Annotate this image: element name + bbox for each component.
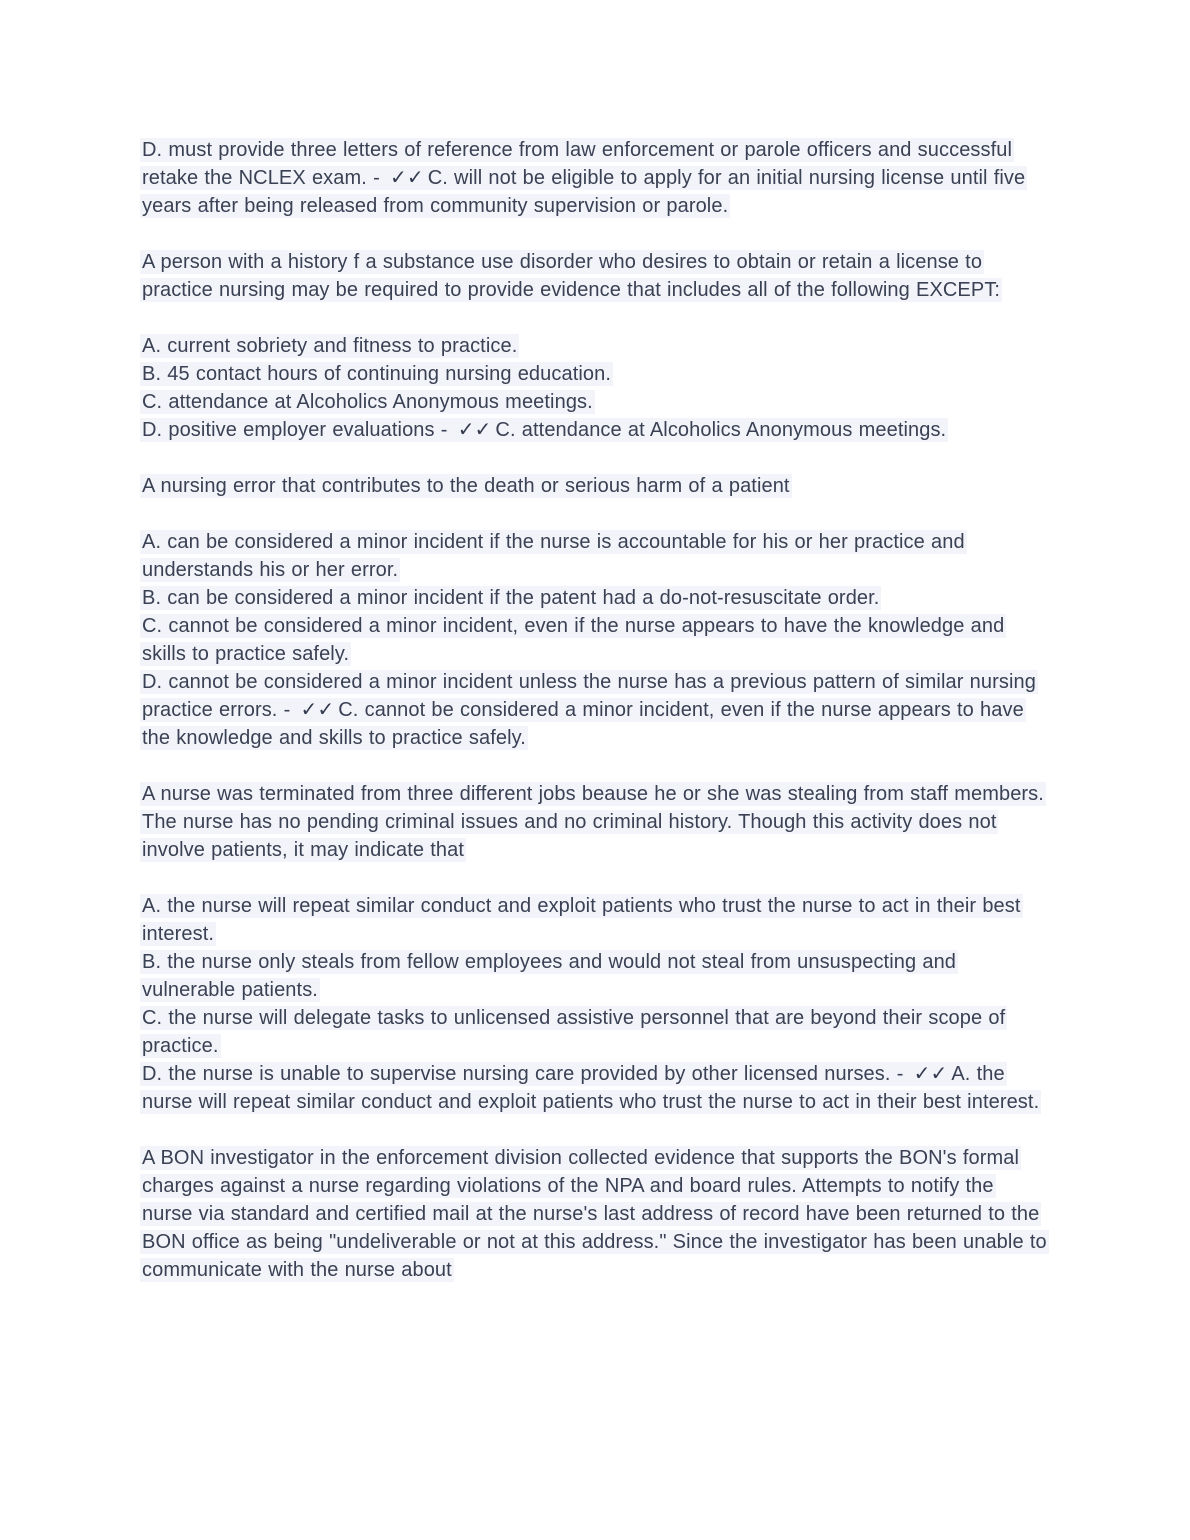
paragraph [140, 612, 1048, 668]
text-run: B. can be considered a minor incident if the patent had a do-not-resuscitate order. [142, 587, 880, 609]
double-checkmark-icon: ✓✓ [300, 699, 335, 721]
double-checkmark-icon: ✓✓ [913, 1063, 948, 1085]
text-run: C. will not be eligible to apply for an initial nursing license until five years after being released from community supervision or parole. [142, 167, 1026, 217]
text-run: D. the nurse is unable to supervise nursing care provided by other licensed nurses. - [142, 1063, 910, 1085]
paragraph [140, 892, 1048, 948]
text-run: A. current sobriety and fitness to practice. [142, 335, 518, 357]
paragraph [140, 948, 1048, 1004]
text-run: A BON investigator in the enforcement division collected evidence that supports the BON's formal charges against a nurse regarding violations of the NPA and board rules. Attempts to notify the nurse via standard and certified mail at the nurse's last address of record have been returned to the BON office as being "undeliverable or not at this address." Since the investigator has been unable to communicate with the nurse about [142, 1147, 1047, 1281]
paragraph [140, 332, 1048, 360]
double-checkmark-icon: ✓✓ [457, 419, 492, 441]
paragraph [140, 388, 1048, 416]
text-run: B. 45 contact hours of continuing nursing education. [142, 363, 612, 385]
paragraph [140, 472, 1048, 500]
paragraph [140, 1144, 1048, 1284]
text-run: D. cannot be considered a minor incident unless the nurse has a previous pattern of similar nursing practice errors. - [142, 671, 1036, 721]
text-run: A nursing error that contributes to the death or serious harm of a patient [142, 475, 790, 497]
text-run: C. cannot be considered a minor incident, even if the nurse appears to have the knowledge and skills to practice safely. [142, 699, 1024, 749]
text-run: A nurse was terminated from three different jobs beause he or she was stealing from staff members. The nurse has no pending criminal issues and no criminal history. Though this activity does not involve patients, it may indicate that [142, 783, 1044, 861]
text-run: A. the nurse will repeat similar conduct and exploit patients who trust the nurse to act in their best interest. [142, 895, 1021, 945]
text-run: C. the nurse will delegate tasks to unlicensed assistive personnel that are beyond their scope of practice. [142, 1007, 1006, 1057]
text-run: C. attendance at Alcoholics Anonymous meetings. [495, 419, 947, 441]
double-checkmark-icon: ✓✓ [389, 167, 424, 189]
document-content [140, 136, 1048, 1284]
text-run: A person with a history f a substance use disorder who desires to obtain or retain a license to practice nursing may be required to provide evidence that includes all of the following EXCEPT: [142, 251, 1001, 301]
text-run: D. must provide three letters of reference from law enforcement or parole officers and successful retake the NCLEX exam. - [142, 139, 1013, 189]
paragraph [140, 248, 1048, 304]
text-run: C. attendance at Alcoholics Anonymous meetings. [142, 391, 593, 413]
text-run: A. can be considered a minor incident if the nurse is accountable for his or her practice and understands his or her error. [142, 531, 965, 581]
text-run: A. the nurse will repeat similar conduct and exploit patients who trust the nurse to act in their best interest. [142, 1063, 1040, 1113]
paragraph [140, 584, 1048, 612]
paragraph [140, 1060, 1048, 1116]
paragraph [140, 1004, 1048, 1060]
paragraph [140, 416, 1048, 444]
paragraph [140, 780, 1048, 864]
text-run: C. cannot be considered a minor incident, even if the nurse appears to have the knowledge and skills to practice safely. [142, 615, 1005, 665]
text-run: D. positive employer evaluations - [142, 419, 454, 441]
paragraph [140, 136, 1048, 220]
paragraph [140, 360, 1048, 388]
paragraph [140, 668, 1048, 752]
paragraph [140, 528, 1048, 584]
text-run: B. the nurse only steals from fellow employees and would not steal from unsuspecting and vulnerable patients. [142, 951, 957, 1001]
